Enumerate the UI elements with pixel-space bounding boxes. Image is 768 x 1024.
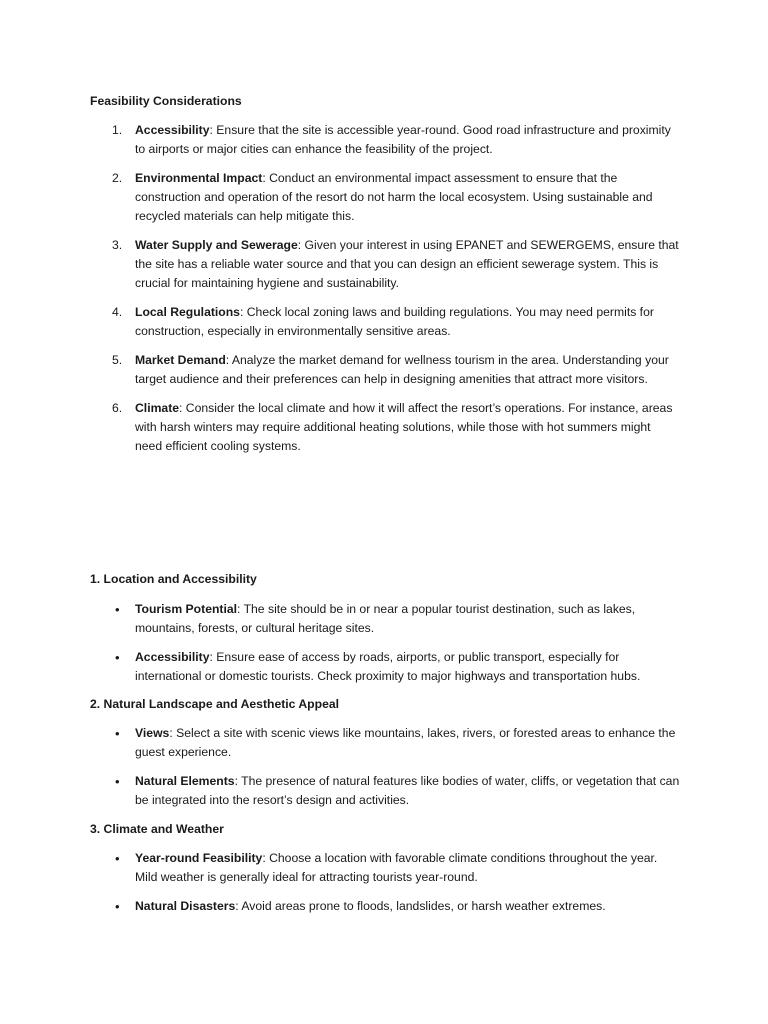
item-term: Accessibility <box>135 650 210 664</box>
bullet-icon: • <box>115 851 120 866</box>
list-number: 1. <box>112 123 123 137</box>
section-heading-location: 1. Location and Accessibility <box>90 572 257 586</box>
list-item <box>0 236 680 293</box>
item-term: Natural Elements <box>135 774 235 788</box>
list-item <box>0 724 680 762</box>
item-text: : Given your interest in using EPANET and SEWERGEMS, ensure that the site has a reliable water source and that you can design an efficient sewerage system. This is crucial for maintaining hygiene and sustainability. <box>135 238 679 290</box>
bullet-icon: • <box>115 774 120 789</box>
item-text: : Check local zoning laws and building regulations. You may need permits for construction, especially in environmentally sensitive areas. <box>135 305 654 338</box>
list-number: 5. <box>112 353 123 367</box>
item-text: : Ensure ease of access by roads, airports, or public transport, especially for international or domestic tourists. Check proximity to major highways and transportation hubs. <box>135 650 641 683</box>
location-bullet-list <box>0 600 768 696</box>
list-item <box>0 772 680 810</box>
item-term: Accessibility <box>135 123 210 137</box>
list-item <box>0 849 680 887</box>
list-item <box>0 351 680 389</box>
bullet-icon: • <box>115 899 120 914</box>
list-number: 3. <box>112 238 123 252</box>
item-term: Environmental Impact <box>135 171 263 185</box>
feasibility-numbered-list <box>0 121 768 466</box>
list-item <box>0 169 680 226</box>
item-text: : The presence of natural features like bodies of water, cliffs, or vegetation that can be integrated into the resort’s design and activities. <box>135 774 680 807</box>
list-item <box>0 399 680 456</box>
list-item <box>0 648 680 686</box>
landscape-bullet-list <box>0 724 768 820</box>
list-item <box>0 121 680 159</box>
item-text: : Select a site with scenic views like mountains, lakes, rivers, or forested areas to enhance the guest experience. <box>135 726 676 759</box>
item-text: : Choose a location with favorable climate conditions throughout the year. Mild weather is generally ideal for attracting tourists year-round. <box>135 851 658 884</box>
section-heading-climate: 3. Climate and Weather <box>90 822 224 836</box>
item-text: : Avoid areas prone to floods, landslides, or harsh weather extremes. <box>235 899 606 913</box>
item-text: : The site should be in or near a popular tourist destination, such as lakes, mountains, forests, or cultural heritage sites. <box>135 602 636 635</box>
section-heading-landscape: 2. Natural Landscape and Aesthetic Appeal <box>90 697 340 711</box>
bullet-icon: • <box>115 602 120 617</box>
bullet-icon: • <box>115 726 120 741</box>
list-item <box>0 897 680 916</box>
list-item <box>0 303 680 341</box>
item-text: : Ensure that the site is accessible year-round. Good road infrastructure and proximity to airports or major cities can enhance the feasibility of the project. <box>135 123 671 156</box>
item-text: : Analyze the market demand for wellness tourism in the area. Understanding your target audience and their preferences can help in designing amenities that attract more visitors. <box>135 353 669 386</box>
item-term: Climate <box>135 401 180 415</box>
list-number: 2. <box>112 171 123 185</box>
item-text: : Consider the local climate and how it will affect the resort’s operations. For instance, areas with harsh winters may require additional heating solutions, while those with hot summers might need efficient cooling systems. <box>135 401 673 453</box>
climate-bullet-list <box>0 849 768 926</box>
item-term: Local Regulations <box>135 305 240 319</box>
item-term: Tourism Potential <box>135 602 238 616</box>
item-term: Natural Disasters <box>135 899 236 913</box>
list-item <box>0 600 680 638</box>
item-text: : Conduct an environmental impact assessment to ensure that the construction and operation of the resort do not harm the local ecosystem. Using sustainable and recycled materials can help mitigate this. <box>135 171 653 223</box>
item-term: Year-round Feasibility <box>135 851 263 865</box>
item-term: Market Demand <box>135 353 226 367</box>
item-term: Water Supply and Sewerage <box>135 238 298 252</box>
item-term: Views <box>135 726 170 740</box>
bullet-icon: • <box>115 650 120 665</box>
list-number: 6. <box>112 401 123 415</box>
feasibility-heading: Feasibility Considerations <box>90 94 242 108</box>
list-number: 4. <box>112 305 123 319</box>
